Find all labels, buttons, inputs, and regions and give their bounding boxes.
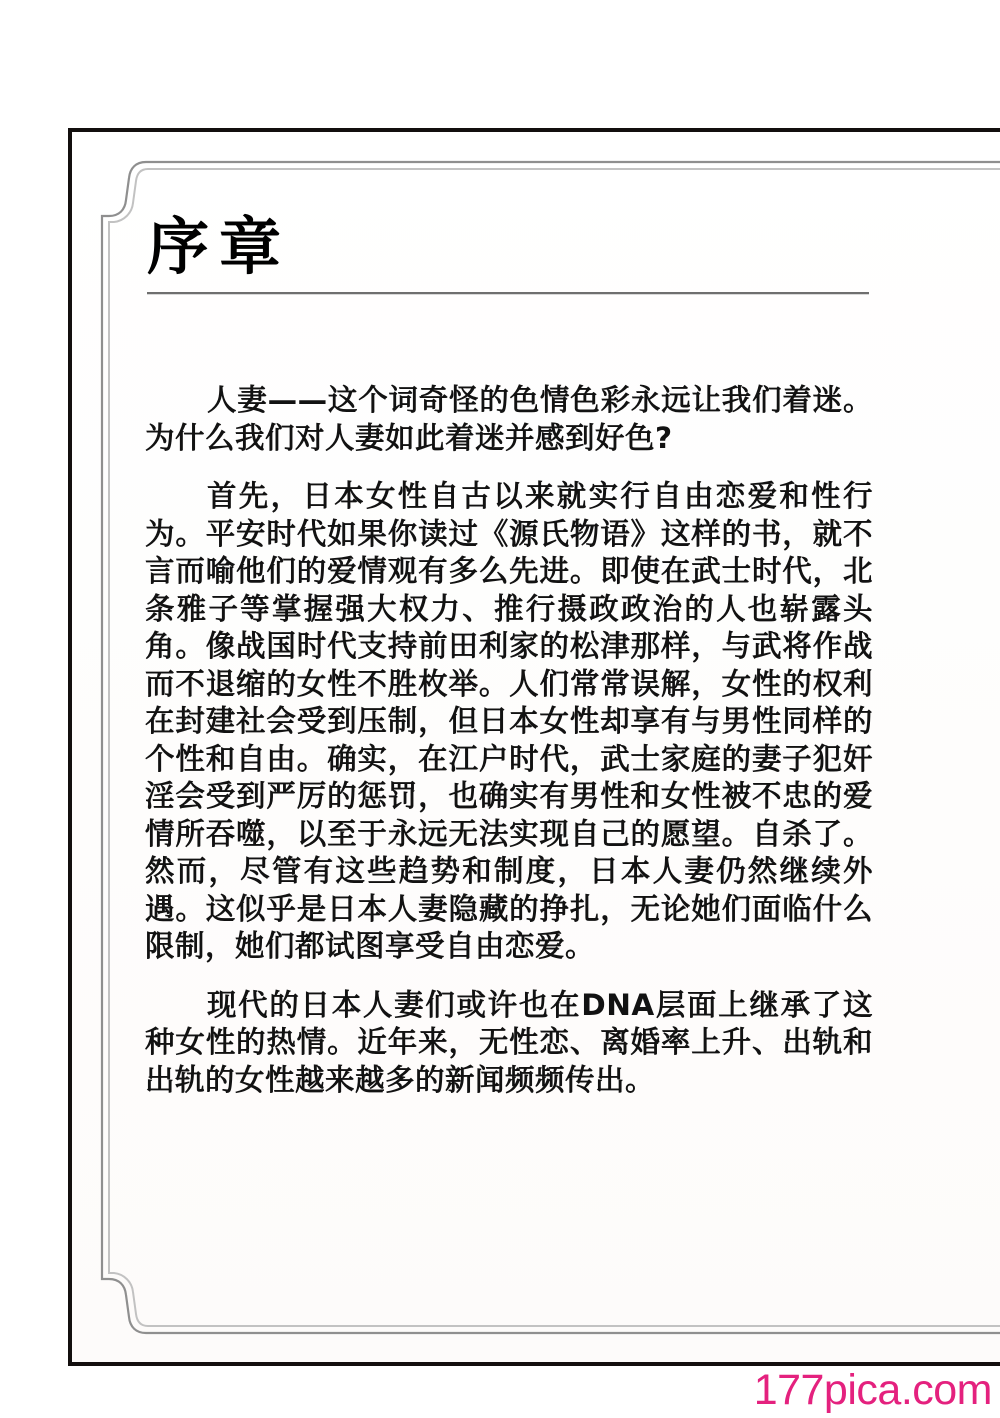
paragraph: 人妻——这个词奇怪的色情色彩永远让我们着迷。为什么我们对人妻如此着迷并感到好色?: [145, 383, 873, 455]
page-title: 序章: [147, 210, 292, 283]
paragraph: 现代的日本人妻们或许也在DNA层面上继承了这种女性的热情。近年来，无性恋、离婚率上升、出轨和出轨的女性越来越多的新闻频频传出。: [145, 987, 873, 1097]
title-divider: [147, 292, 869, 295]
body-text: [145, 382, 873, 1099]
chapter-title-block: [147, 210, 869, 295]
site-watermark: 177pica.com: [753, 1366, 992, 1414]
paragraph: 首先，日本女性自古以来就实行自由恋爱和性行为。平安时代如果你读过《源氏物语》这样的书，就不言而喻他们的爱情观有多么先进。即使在武士时代，北条雅子等掌握强大权力、推行摄政政治的人也崭露头角。像战国时代支持前田利家的松津那样，与武将作战而不退缩的女性不胜枚举。人们常常误解，女性的权利在封建社会受到压制，但日本女性却享有与男性同样的个性和自由。确实，在江户时代，武士家庭的妻子犯奸淫会受到严厉的惩罚，也确实有男性和女性被不忠的爱情所吞噬，以至于永远无法实现自己的愿望。自杀了。然而，尽管有这些趋势和制度，日本人妻仍然继续外遇。这似乎是日本人妻隐藏的挣扎，无论她们面临什么限制，她们都试图享受自由恋爱。: [145, 479, 873, 963]
